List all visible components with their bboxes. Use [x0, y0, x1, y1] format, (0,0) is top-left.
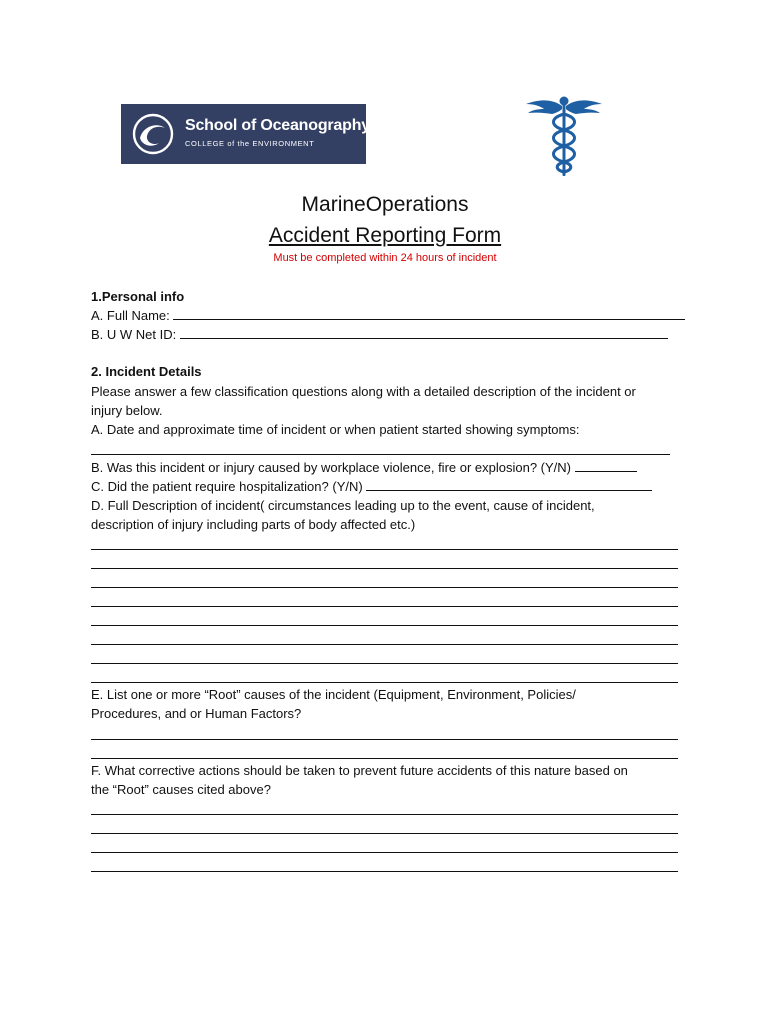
- answer-a-field[interactable]: [91, 454, 670, 455]
- answer-d-line[interactable]: [91, 606, 678, 607]
- question-f-line2: the “Root” causes cited above?: [91, 782, 271, 797]
- answer-f-line[interactable]: [91, 871, 678, 872]
- answer-b-field[interactable]: [575, 459, 637, 472]
- full-name-field[interactable]: [173, 307, 685, 320]
- section-incident-details-heading: 2. Incident Details: [91, 364, 202, 379]
- answer-d-line[interactable]: [91, 663, 678, 664]
- question-e-line2: Procedures, and or Human Factors?: [91, 706, 302, 721]
- question-f-line1: F. What corrective actions should be taken to prevent future accidents of this nature based on: [91, 763, 628, 778]
- answer-d-line[interactable]: [91, 644, 678, 645]
- question-e-line1: E. List one or more “Root” causes of the incident (Equipment, Environment, Policies/: [91, 687, 576, 702]
- netid-field[interactable]: [180, 326, 668, 339]
- school-logo: [121, 104, 370, 164]
- question-b-violence: B. Was this incident or injury caused by workplace violence, fire or explosion? (Y/N): [91, 460, 572, 475]
- section-personal-info-heading: 1.Personal info: [91, 289, 185, 304]
- netid-row: [91, 325, 668, 344]
- logo-college-name: COLLEGE of the ENVIRONMENT: [185, 139, 315, 148]
- answer-f-line[interactable]: [91, 852, 678, 853]
- question-c-row: [91, 477, 652, 496]
- answer-d-line[interactable]: [91, 568, 678, 569]
- question-a-date-time: A. Date and approximate time of incident or when patient started showing symptoms:: [91, 422, 580, 437]
- answer-e-line[interactable]: [91, 739, 678, 740]
- wave-logo-icon: [131, 112, 175, 156]
- logo-school-name: School of Oceanography: [185, 117, 370, 134]
- question-d-line1: D. Full Description of incident( circumstances leading up to the event, cause of incident,: [91, 498, 595, 513]
- question-c-hospitalization: C. Did the patient require hospitalization? (Y/N): [91, 479, 363, 494]
- deadline-note: Must be completed within 24 hours of incident: [273, 252, 497, 264]
- answer-f-line[interactable]: [91, 814, 678, 815]
- incident-intro-line2: injury below.: [91, 403, 163, 418]
- answer-d-line[interactable]: [91, 625, 678, 626]
- answer-e-line[interactable]: [91, 758, 678, 759]
- caduceus-icon: [524, 92, 604, 178]
- incident-intro-line1: Please answer a few classification questions along with a detailed description of the incident or: [91, 384, 636, 399]
- full-name-label: A. Full Name:: [91, 308, 170, 323]
- question-d-line2: description of injury including parts of body affected etc.): [91, 517, 416, 532]
- netid-label: B. U W Net ID:: [91, 327, 177, 342]
- answer-d-line[interactable]: [91, 587, 678, 588]
- form-title-line1: MarineOperations: [301, 193, 469, 216]
- answer-c-field[interactable]: [366, 478, 652, 491]
- form-title: Accident Reporting Form: [268, 224, 502, 247]
- full-name-row: [91, 306, 685, 325]
- answer-d-line[interactable]: [91, 549, 678, 550]
- answer-f-line[interactable]: [91, 833, 678, 834]
- question-b-row: [91, 458, 637, 477]
- answer-d-line[interactable]: [91, 682, 678, 683]
